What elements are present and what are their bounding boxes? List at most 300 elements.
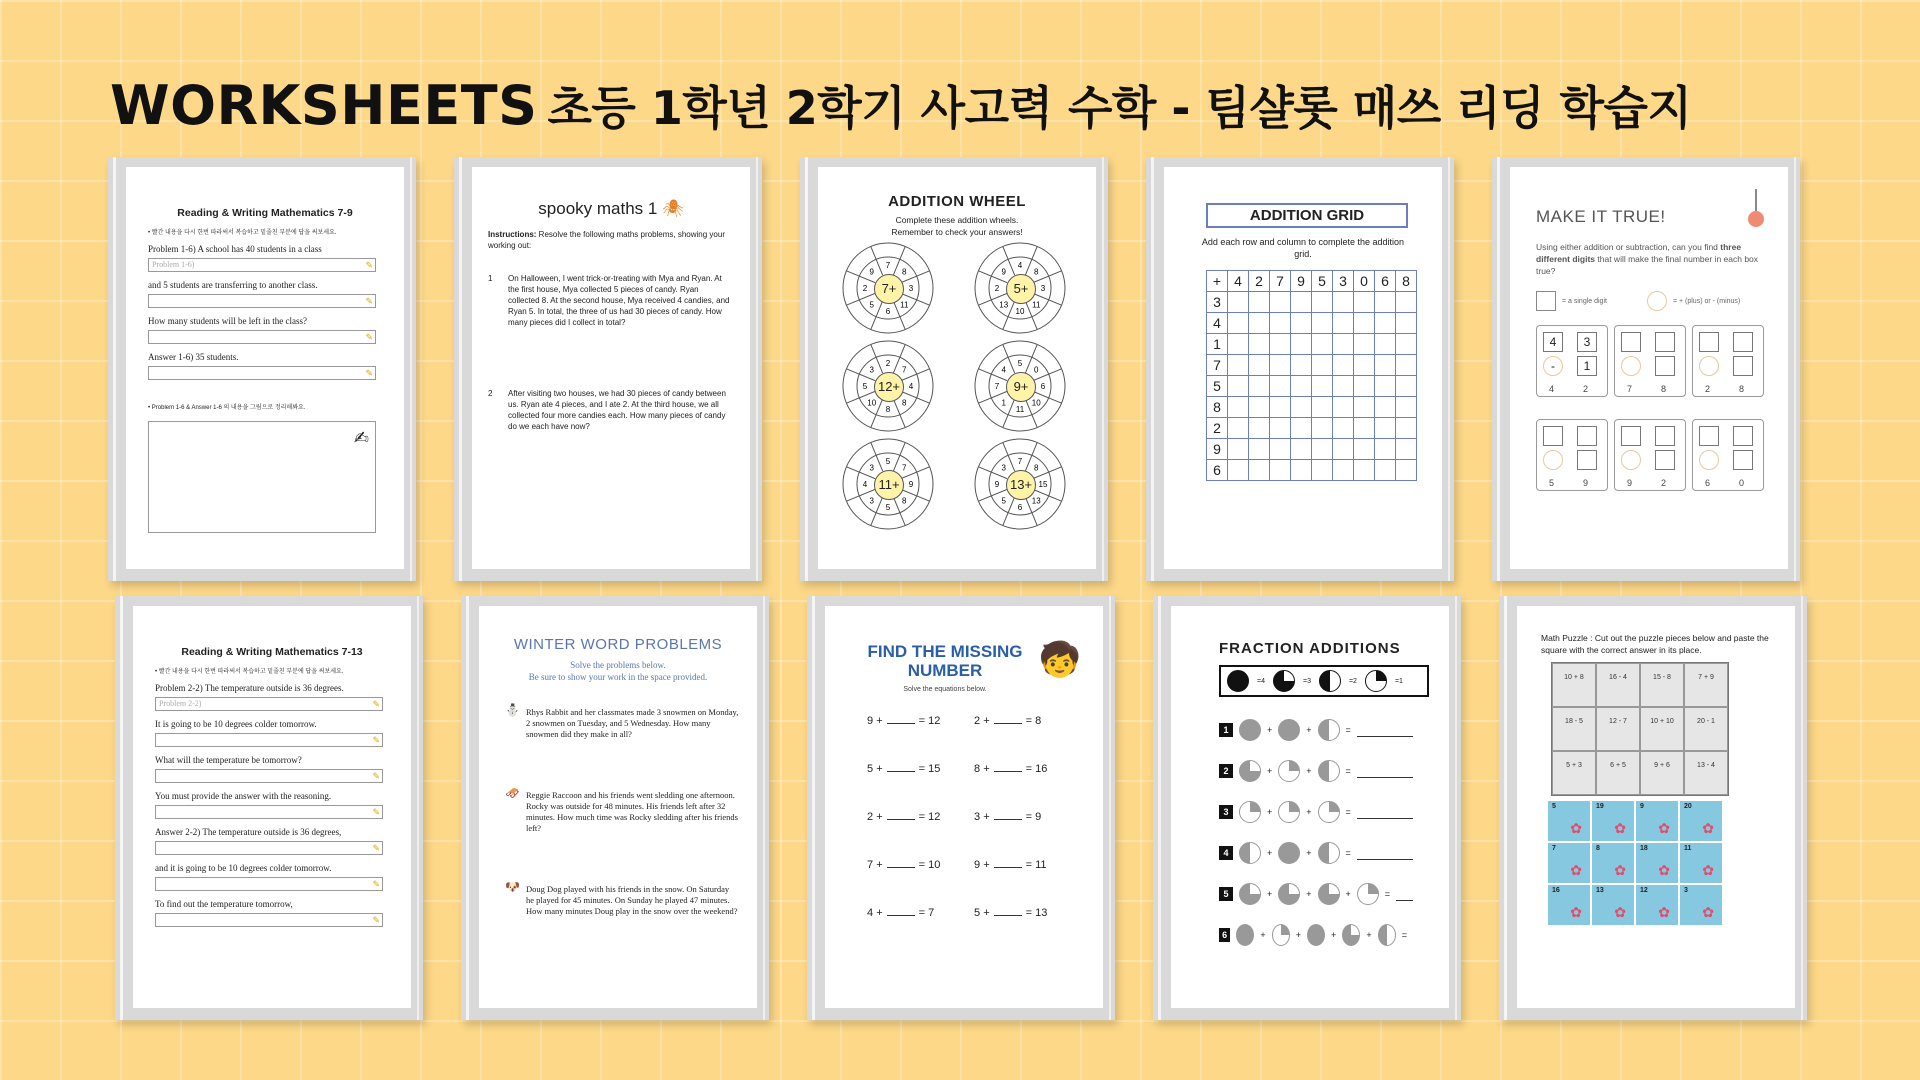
- grid-answer-cell[interactable]: [1396, 334, 1417, 355]
- pencil-icon: ✎: [372, 807, 380, 817]
- problem-text: Doug Dog played with his friends in the snow. On Saturday he played for 45 minutes. On Sunday he played 47 minutes. How many minutes Doug play in the snow over the weekend?: [525, 884, 738, 916]
- digit-box[interactable]: 4: [1543, 332, 1563, 352]
- wheel-number: 8: [902, 267, 907, 277]
- equation: [867, 763, 974, 775]
- operator-circle[interactable]: [1699, 356, 1719, 376]
- grid-answer-cell[interactable]: [1270, 313, 1291, 334]
- worksheet-make-it-true[interactable]: [1492, 157, 1800, 581]
- piece-number: 19: [1596, 803, 1604, 810]
- grid-answer-cell[interactable]: [1249, 313, 1270, 334]
- pencil-icon: ✎: [372, 879, 380, 889]
- grid-answer-cell[interactable]: [1249, 418, 1270, 439]
- answer-line[interactable]: [1357, 845, 1413, 860]
- puzzle-cell[interactable]: 12 - 7: [1596, 707, 1640, 751]
- digit-box[interactable]: [1621, 426, 1641, 446]
- puzzle-piece[interactable]: [1679, 842, 1723, 884]
- digit-box[interactable]: [1733, 356, 1753, 376]
- grid-answer-cell[interactable]: [1375, 439, 1396, 460]
- operator-circle[interactable]: [1621, 450, 1641, 470]
- digit-box[interactable]: [1733, 450, 1753, 470]
- grid-answer-cell[interactable]: [1354, 334, 1375, 355]
- worksheet-title: Reading & Writing Mathematics 7-13: [181, 646, 363, 658]
- grid-answer-cell[interactable]: [1333, 355, 1354, 376]
- answer-input[interactable]: [148, 366, 376, 380]
- grid-answer-cell[interactable]: [1228, 292, 1249, 313]
- worksheet-page: [133, 606, 411, 1008]
- grid-answer-cell[interactable]: [1375, 397, 1396, 418]
- grid-answer-cell[interactable]: [1228, 439, 1249, 460]
- fraction-pie-icon: [1278, 760, 1300, 782]
- grid-answer-cell[interactable]: [1333, 439, 1354, 460]
- equals-sign: =: [1401, 929, 1407, 940]
- grid-answer-cell[interactable]: [1312, 292, 1333, 313]
- puzzle-piece[interactable]: [1635, 884, 1679, 926]
- wheel-number: 11: [900, 300, 909, 310]
- digit-box[interactable]: [1699, 332, 1719, 352]
- title-rest: 초등 1학년 2학기 사고력 수학 - 팀샬롯 매쓰 리딩 학습지: [547, 81, 1692, 135]
- target-digit: 4: [1549, 384, 1555, 394]
- grid-answer-cell[interactable]: [1333, 376, 1354, 397]
- grid-answer-cell[interactable]: [1228, 376, 1249, 397]
- grid-answer-cell[interactable]: [1249, 460, 1270, 481]
- wheel-number: 13: [1031, 496, 1041, 506]
- grid-answer-cell[interactable]: [1270, 460, 1291, 481]
- grid-answer-cell[interactable]: [1354, 376, 1375, 397]
- sum: 15: [928, 763, 941, 775]
- fraction-pie-icon: [1273, 670, 1295, 692]
- addend: 7: [867, 859, 874, 871]
- grid-answer-cell[interactable]: [1333, 397, 1354, 418]
- puzzle-cell[interactable]: 15 - 8: [1640, 663, 1684, 707]
- grid-answer-cell[interactable]: [1312, 313, 1333, 334]
- fraction-pie-icon: [1318, 719, 1340, 741]
- wheel-number: 7: [902, 463, 907, 473]
- grid-row-header: 3: [1207, 292, 1228, 313]
- plus-sign: +: [1306, 724, 1312, 735]
- puzzle-cell[interactable]: 6 + 5: [1596, 751, 1640, 795]
- grid-answer-cell[interactable]: [1375, 418, 1396, 439]
- worksheet-fraction-additions[interactable]: [1153, 596, 1461, 1020]
- worksheet-title: [472, 199, 750, 219]
- worksheet-page: [1164, 167, 1442, 569]
- grid-answer-cell[interactable]: [1291, 376, 1312, 397]
- digit-box[interactable]: [1655, 356, 1675, 376]
- drawing-box: [148, 421, 376, 533]
- operator-circle[interactable]: [1621, 356, 1641, 376]
- grid-answer-cell[interactable]: [1375, 460, 1396, 481]
- digit-box[interactable]: [1621, 332, 1641, 352]
- puzzle-piece[interactable]: [1547, 884, 1591, 926]
- puzzle-piece[interactable]: [1679, 884, 1723, 926]
- grid-row-header: 1: [1207, 334, 1228, 355]
- equation: [974, 859, 1081, 871]
- equals-sign: =: [1025, 763, 1033, 775]
- fraction-pie-icon: [1239, 719, 1261, 741]
- sum: 12: [928, 811, 941, 823]
- wheel-number: 6: [1040, 382, 1046, 391]
- fraction-row: [1219, 873, 1449, 914]
- grid-answer-cell[interactable]: [1270, 355, 1291, 376]
- worksheet-reading-writing-7-13[interactable]: [115, 596, 423, 1020]
- subtitle-line-1: Complete these addition wheels.: [895, 215, 1019, 225]
- worksheet-page: [126, 167, 404, 569]
- worksheet-title: ADDITION GRID: [1206, 203, 1408, 228]
- wheel-number: 4: [1017, 261, 1023, 270]
- grid-answer-cell[interactable]: [1396, 460, 1417, 481]
- grid-answer-cell[interactable]: [1228, 397, 1249, 418]
- fraction-pie-icon: [1318, 760, 1340, 782]
- grid-answer-cell[interactable]: [1249, 334, 1270, 355]
- fraction-key-value: =4: [1257, 677, 1265, 685]
- equals-sign: =: [918, 763, 926, 775]
- plus-sign: +: [1295, 929, 1301, 940]
- grid-answer-cell[interactable]: [1333, 334, 1354, 355]
- wheel-number: 8: [902, 398, 907, 408]
- worksheet-page: [825, 606, 1103, 1008]
- word-problem: [505, 786, 739, 834]
- grid-answer-cell[interactable]: [1396, 376, 1417, 397]
- grid-answer-cell[interactable]: [1354, 460, 1375, 481]
- sum: 16: [1035, 763, 1048, 775]
- wheel-center: 7+: [874, 274, 904, 304]
- grid-row-header: 4: [1207, 313, 1228, 334]
- operator-circle[interactable]: [1543, 450, 1563, 470]
- grid-answer-cell[interactable]: [1270, 397, 1291, 418]
- wheel-center: 11+: [874, 470, 904, 500]
- operator-circle[interactable]: -: [1543, 356, 1563, 376]
- grid-answer-cell[interactable]: [1396, 355, 1417, 376]
- grid-answer-cell[interactable]: [1354, 439, 1375, 460]
- worksheet-winter-word-problems[interactable]: [461, 596, 769, 1020]
- grid-header-cell: 0: [1354, 271, 1375, 292]
- grid-answer-cell[interactable]: [1375, 292, 1396, 313]
- addition-wheels: [818, 242, 1096, 542]
- answer-line[interactable]: [1396, 886, 1413, 901]
- grid-answer-cell[interactable]: [1333, 460, 1354, 481]
- grid-answer-cell[interactable]: [1375, 313, 1396, 334]
- wheel-number: 6: [885, 307, 891, 316]
- grid-answer-cell[interactable]: [1291, 292, 1312, 313]
- grid-answer-cell[interactable]: [1354, 397, 1375, 418]
- piece-number: 8: [1596, 845, 1600, 852]
- problem-text: On Halloween, I went trick-or-treating with Mya and Ryan. At the first house, Mya collected 5 pieces of candy. Ryan collected 8. At the second house, Mya received 4 candies, and Ryan 5. In total, the three of us had 30 pieces of candy. How many pieces did I collect in total?: [508, 274, 730, 327]
- row-number: 4: [1219, 846, 1233, 860]
- plus-sign: +: [983, 763, 990, 775]
- worksheet-subtitle: Add each row and column to complete the addition grid.: [1201, 237, 1405, 259]
- wheel-number: 8: [1034, 463, 1039, 473]
- grid-answer-cell[interactable]: [1249, 355, 1270, 376]
- wheel-number: 13: [999, 300, 1009, 310]
- target-digit: 0: [1739, 478, 1745, 488]
- answer-input[interactable]: [155, 805, 383, 819]
- digit-box[interactable]: [1543, 426, 1563, 446]
- wheel-number: 11: [1032, 300, 1041, 310]
- grid-answer-cell[interactable]: [1291, 334, 1312, 355]
- puzzle-piece[interactable]: [1679, 800, 1723, 842]
- grid-answer-cell[interactable]: [1228, 418, 1249, 439]
- worksheet-find-missing-number[interactable]: [807, 596, 1115, 1020]
- puzzle-cell[interactable]: 10 + 10: [1640, 707, 1684, 751]
- grid-answer-cell[interactable]: [1375, 376, 1396, 397]
- grid-answer-cell[interactable]: [1312, 418, 1333, 439]
- piece-number: 9: [1640, 803, 1644, 810]
- puzzle-piece[interactable]: [1591, 884, 1635, 926]
- wheel-number: 5: [1017, 359, 1023, 368]
- wheel-number: 8: [902, 496, 907, 506]
- grid-answer-cell[interactable]: [1375, 334, 1396, 355]
- digit-box[interactable]: [1655, 332, 1675, 352]
- puzzle-cell[interactable]: 9 + 6: [1640, 751, 1684, 795]
- addition-wheel: [974, 340, 1066, 432]
- puzzle-cell[interactable]: 18 - 5: [1552, 707, 1596, 751]
- digit-box[interactable]: [1699, 426, 1719, 446]
- target-digit: 5: [1549, 478, 1555, 488]
- grid-answer-cell[interactable]: [1354, 355, 1375, 376]
- digit-box[interactable]: [1577, 426, 1597, 446]
- grid-answer-cell[interactable]: [1396, 397, 1417, 418]
- wheel-number: 10: [867, 398, 877, 408]
- equals-sign: =: [1345, 847, 1351, 858]
- grid-row-header: 8: [1207, 397, 1228, 418]
- wheel-number: 10: [1015, 307, 1025, 316]
- problem-text: After visiting two houses, we had 30 pieces of candy between us. Ryan ate 4 pieces, and I ate 2. At the third house, we all collected four more candies each. How many pieces of candy do we each have now?: [508, 389, 726, 431]
- sum: 10: [928, 859, 941, 871]
- fraction-row: [1219, 750, 1449, 791]
- answer-line[interactable]: [1357, 722, 1413, 737]
- grid-header-cell: 8: [1396, 271, 1417, 292]
- grid-answer-cell[interactable]: [1249, 439, 1270, 460]
- worksheet-reading-writing-7-9[interactable]: [108, 157, 416, 581]
- digit-box[interactable]: [1655, 426, 1675, 446]
- puzzle-piece[interactable]: [1591, 842, 1635, 884]
- pencil-icon: ✎: [372, 699, 380, 709]
- equation: [974, 907, 1081, 919]
- equals-sign: =: [1345, 806, 1351, 817]
- grid-answer-cell[interactable]: [1333, 292, 1354, 313]
- equals-sign: =: [918, 859, 926, 871]
- fraction-row: [1219, 709, 1449, 750]
- grid-answer-cell[interactable]: [1249, 376, 1270, 397]
- equals-sign: =: [1025, 811, 1033, 823]
- grid-answer-cell[interactable]: [1291, 397, 1312, 418]
- fraction-key-value: =3: [1302, 677, 1311, 685]
- answer-line[interactable]: [1357, 763, 1413, 778]
- sum: 11: [1035, 859, 1047, 871]
- puzzle-cell[interactable]: 16 - 4: [1596, 663, 1640, 707]
- digit-box[interactable]: 3: [1577, 332, 1597, 352]
- equals-sign: =: [1025, 907, 1033, 919]
- addend: 2: [867, 811, 874, 823]
- grid-header-cell: 3: [1333, 271, 1354, 292]
- wheel-center: 9+: [1006, 372, 1036, 402]
- row-number: 6: [1219, 928, 1230, 942]
- target-digit: 9: [1627, 478, 1633, 488]
- grid-answer-cell[interactable]: [1228, 460, 1249, 481]
- answer-input[interactable]: [148, 294, 376, 308]
- worksheet-math-puzzle[interactable]: [1499, 596, 1807, 1020]
- grid-answer-cell[interactable]: [1291, 313, 1312, 334]
- worksheet-page: [1517, 606, 1795, 1008]
- wheel-number: 7: [902, 365, 907, 375]
- grid-answer-cell[interactable]: [1270, 376, 1291, 397]
- grid-header-cell: 4: [1228, 271, 1249, 292]
- puzzle-piece[interactable]: [1591, 800, 1635, 842]
- problem-number: 2: [488, 389, 493, 398]
- grid-answer-cell[interactable]: [1270, 418, 1291, 439]
- plus-sign: +: [1267, 888, 1273, 899]
- addend: 4: [867, 907, 874, 919]
- worksheet-page: [818, 167, 1096, 569]
- answer-input[interactable]: [155, 877, 383, 891]
- piece-number: 18: [1640, 845, 1648, 852]
- grid-answer-cell[interactable]: [1228, 334, 1249, 355]
- missing-number-blank[interactable]: [994, 915, 1022, 916]
- answer-input[interactable]: [155, 697, 383, 711]
- answer-input[interactable]: [155, 769, 383, 783]
- puzzle-piece[interactable]: [1635, 842, 1679, 884]
- grid-answer-cell[interactable]: [1312, 397, 1333, 418]
- answer-line[interactable]: [1357, 804, 1413, 819]
- instructions-part-a: Using either addition or subtraction, can you find: [1536, 242, 1721, 252]
- prompt-text: To find out the temperature tomorrow,: [155, 899, 293, 909]
- puzzle-piece[interactable]: [1547, 842, 1591, 884]
- answer-input[interactable]: [155, 913, 383, 927]
- wheel-number: 8: [885, 405, 891, 414]
- worksheet-page: [479, 606, 757, 1008]
- wheel-number: 10: [1031, 398, 1041, 408]
- puzzle-cell[interactable]: 5 + 3: [1552, 751, 1596, 795]
- fraction-pie-icon: [1239, 801, 1261, 823]
- grid-answer-cell[interactable]: [1312, 334, 1333, 355]
- worksheet-spooky-maths[interactable]: [454, 157, 762, 581]
- worksheet-page: [1171, 606, 1449, 1008]
- grid-answer-cell[interactable]: [1354, 313, 1375, 334]
- missing-number-blank[interactable]: [887, 771, 915, 772]
- puzzle-cell[interactable]: 20 - 1: [1684, 707, 1728, 751]
- equals-sign: =: [1025, 715, 1033, 727]
- puzzle-piece[interactable]: [1547, 800, 1591, 842]
- problem-icon: 🛷: [505, 786, 520, 800]
- grid-answer-cell[interactable]: [1291, 439, 1312, 460]
- grid-row-header: 6: [1207, 460, 1228, 481]
- operator-circle[interactable]: [1699, 450, 1719, 470]
- bulb-cord: [1755, 189, 1757, 213]
- target-digit: 8: [1661, 384, 1667, 394]
- missing-number-blank[interactable]: [887, 915, 915, 916]
- subtitle-line-1: Solve the problems below.: [570, 660, 666, 670]
- grid-answer-cell[interactable]: [1333, 313, 1354, 334]
- grid-answer-cell[interactable]: [1291, 355, 1312, 376]
- grid-answer-cell[interactable]: [1396, 418, 1417, 439]
- worksheet-instructions: [1536, 241, 1764, 277]
- wheel-number: 4: [862, 480, 868, 489]
- grid-answer-cell[interactable]: [1312, 439, 1333, 460]
- worksheet-addition-wheel[interactable]: [800, 157, 1108, 581]
- equals-sign: =: [1345, 765, 1351, 776]
- worksheet-instructions: Math Puzzle : Cut out the puzzle pieces below and paste the square with the correct answer in its place.: [1541, 633, 1769, 655]
- addition-wheel: [842, 438, 934, 530]
- grid-answer-cell[interactable]: [1375, 355, 1396, 376]
- plus-sign: +: [1331, 929, 1337, 940]
- grid-answer-cell[interactable]: [1354, 418, 1375, 439]
- grid-answer-cell[interactable]: [1270, 439, 1291, 460]
- plus-sign: +: [1306, 806, 1312, 817]
- grid-answer-cell[interactable]: [1312, 355, 1333, 376]
- digit-box[interactable]: 1: [1577, 356, 1597, 376]
- pencil-icon: ✎: [365, 368, 373, 378]
- grid-answer-cell[interactable]: [1396, 439, 1417, 460]
- grid-answer-cell[interactable]: [1270, 292, 1291, 313]
- wheel-number: 3: [869, 365, 874, 375]
- grid-answer-cell[interactable]: [1228, 313, 1249, 334]
- wheel-number: 3: [1040, 284, 1046, 293]
- missing-number-blank[interactable]: [994, 723, 1022, 724]
- grid-answer-cell[interactable]: [1249, 397, 1270, 418]
- grid-answer-cell[interactable]: [1291, 460, 1312, 481]
- grid-answer-cell[interactable]: [1249, 292, 1270, 313]
- puzzle-piece[interactable]: [1635, 800, 1679, 842]
- grid-answer-cell[interactable]: [1354, 292, 1375, 313]
- grid-answer-cell[interactable]: [1312, 460, 1333, 481]
- digit-box[interactable]: [1577, 450, 1597, 470]
- answer-input[interactable]: [155, 841, 383, 855]
- worksheet-note: • 빨간 내용을 다시 한번 따라써서 복습하고 밑줄친 부분에 답을 써보세요.: [148, 230, 337, 236]
- grid-answer-cell[interactable]: [1312, 376, 1333, 397]
- answer-input[interactable]: [148, 258, 376, 272]
- missing-number-blank[interactable]: [887, 723, 915, 724]
- puzzle-cell[interactable]: 13 - 4: [1684, 751, 1728, 795]
- fraction-row: [1219, 791, 1449, 832]
- answer-input[interactable]: [148, 330, 376, 344]
- wheel-number: 4: [1001, 365, 1006, 375]
- grid-answer-cell[interactable]: [1396, 292, 1417, 313]
- sum: 8: [1035, 715, 1042, 727]
- missing-number-blank[interactable]: [887, 867, 915, 868]
- prompt-text: It is going to be 10 degrees colder tomorrow.: [155, 719, 317, 729]
- digit-box[interactable]: [1733, 426, 1753, 446]
- missing-number-blank[interactable]: [994, 819, 1022, 820]
- digit-box[interactable]: [1655, 450, 1675, 470]
- wheel-number: 2: [862, 284, 868, 293]
- grid-answer-cell[interactable]: [1270, 334, 1291, 355]
- puzzle-box: [1536, 419, 1608, 491]
- puzzle-cell[interactable]: 10 + 8: [1552, 663, 1596, 707]
- wheel-number: 3: [1001, 463, 1006, 473]
- addition-wheel: [842, 242, 934, 334]
- missing-number-blank[interactable]: [994, 867, 1022, 868]
- missing-number-blank[interactable]: [994, 771, 1022, 772]
- grid-answer-cell[interactable]: [1333, 418, 1354, 439]
- missing-number-blank[interactable]: [887, 819, 915, 820]
- worksheet-note: • 빨간 내용을 다시 한번 따라써서 복습하고 밑줄친 부분에 답을 써보세요.: [155, 669, 344, 675]
- target-digit: 2: [1705, 384, 1711, 394]
- word-problem: [505, 703, 739, 740]
- problem-text: Rhys Rabbit and her classmates made 3 snowmen on Monday, 2 snowmen on Tuesday, and 5 Wednesday. How many snowmen did they make in all?: [525, 707, 739, 739]
- problem-text: Reggie Raccoon and his friends went sledding one afternoon. Rocky was outside for 48 minutes. His friends left after 32 minutes. How much time was Rocky sledding after his friends left?: [525, 790, 738, 833]
- grid-answer-cell[interactable]: [1396, 313, 1417, 334]
- fraction-pie-icon: [1318, 842, 1340, 864]
- worksheet-addition-grid[interactable]: [1146, 157, 1454, 581]
- instructions-text: Resolve the following maths problems, showing your working out:: [488, 230, 725, 250]
- answer-input[interactable]: [155, 733, 383, 747]
- grid-answer-cell[interactable]: [1228, 355, 1249, 376]
- piece-number: 20: [1684, 803, 1692, 810]
- digit-box[interactable]: [1733, 332, 1753, 352]
- puzzle-cell[interactable]: 7 + 9: [1684, 663, 1728, 707]
- grid-answer-cell[interactable]: [1291, 418, 1312, 439]
- worksheet-instructions: [488, 229, 734, 251]
- equation: [867, 811, 974, 823]
